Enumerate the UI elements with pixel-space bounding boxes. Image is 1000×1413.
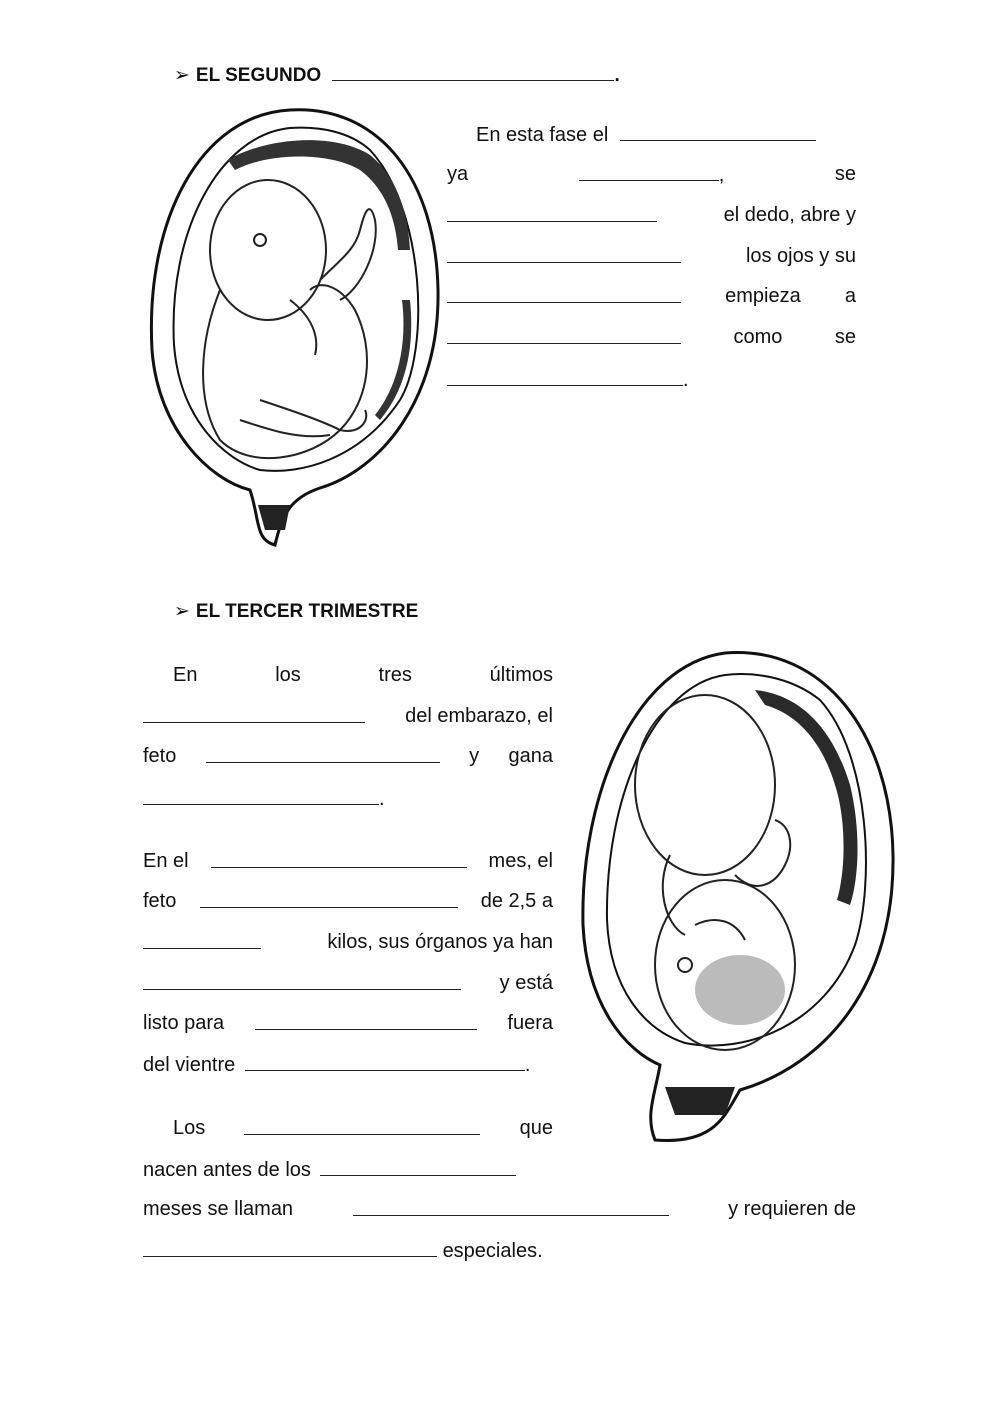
heading-text: EL TERCER TRIMESTRE bbox=[195, 601, 419, 622]
heading-text: EL SEGUNDO bbox=[195, 65, 322, 86]
p1-line-4: . bbox=[143, 786, 385, 811]
blank-field[interactable] bbox=[200, 889, 458, 908]
blank-field[interactable] bbox=[447, 284, 681, 303]
text-line-2: ya , se bbox=[447, 163, 856, 186]
text-line-4: los ojos y su bbox=[447, 244, 856, 268]
blank-field[interactable] bbox=[143, 704, 365, 723]
blank-field[interactable] bbox=[447, 244, 681, 263]
blank-field[interactable] bbox=[579, 162, 719, 181]
blank-field[interactable] bbox=[447, 203, 657, 222]
p1-line-3: feto y gana bbox=[143, 745, 553, 767]
heading-period: . bbox=[614, 65, 620, 86]
blank-field[interactable] bbox=[353, 1197, 669, 1216]
p3-line-2: nacen antes de los bbox=[143, 1157, 516, 1182]
blank-field[interactable] bbox=[320, 1157, 516, 1176]
section-heading-segundo bbox=[174, 62, 620, 88]
p2-line-6: del vientre . bbox=[143, 1054, 531, 1076]
blank-field[interactable] bbox=[255, 1011, 477, 1030]
blank-field[interactable] bbox=[332, 62, 614, 81]
blank-field[interactable] bbox=[143, 786, 379, 805]
p3-line-4: especiales. bbox=[143, 1238, 543, 1263]
text-line-6: como se bbox=[447, 325, 856, 349]
blank-field[interactable] bbox=[143, 971, 461, 990]
fetus-second-trimester-illustration bbox=[140, 100, 450, 550]
section-heading-tercer-trimestre bbox=[174, 600, 418, 624]
p1-line-2: del embarazo, el bbox=[143, 704, 553, 728]
p1-line-1: En los tres últimos bbox=[173, 664, 553, 686]
blank-field[interactable] bbox=[206, 744, 440, 763]
blank-field[interactable] bbox=[447, 325, 681, 344]
p3-line-3: meses se llaman y requieren de bbox=[143, 1198, 856, 1220]
p2-line-2: feto de 2,5 a bbox=[143, 890, 553, 912]
p2-line-4: y está bbox=[143, 971, 553, 995]
p2-line-1: En el mes, el bbox=[143, 850, 553, 872]
text-line-3: el dedo, abre y bbox=[447, 203, 856, 227]
blank-field[interactable] bbox=[620, 122, 816, 141]
text-line-7: . bbox=[447, 367, 689, 392]
blank-field[interactable] bbox=[244, 1116, 480, 1135]
blank-field[interactable] bbox=[245, 1052, 525, 1071]
fetus-third-trimester-illustration bbox=[575, 645, 905, 1155]
p2-line-5: listo para fuera bbox=[143, 1012, 553, 1034]
p2-line-3: kilos, sus órganos ya han bbox=[143, 930, 553, 954]
arrow-bullet-icon: ➢ bbox=[174, 601, 190, 622]
blank-field[interactable] bbox=[143, 930, 261, 949]
text-line-1: En esta fase el bbox=[476, 122, 856, 147]
text-line-5: empieza a bbox=[447, 284, 856, 308]
arrow-bullet-icon: ➢ bbox=[174, 65, 190, 86]
blank-field[interactable] bbox=[143, 1238, 437, 1257]
blank-field[interactable] bbox=[211, 849, 467, 868]
p3-line-1: Los que bbox=[173, 1117, 553, 1139]
blank-field[interactable] bbox=[447, 367, 683, 386]
